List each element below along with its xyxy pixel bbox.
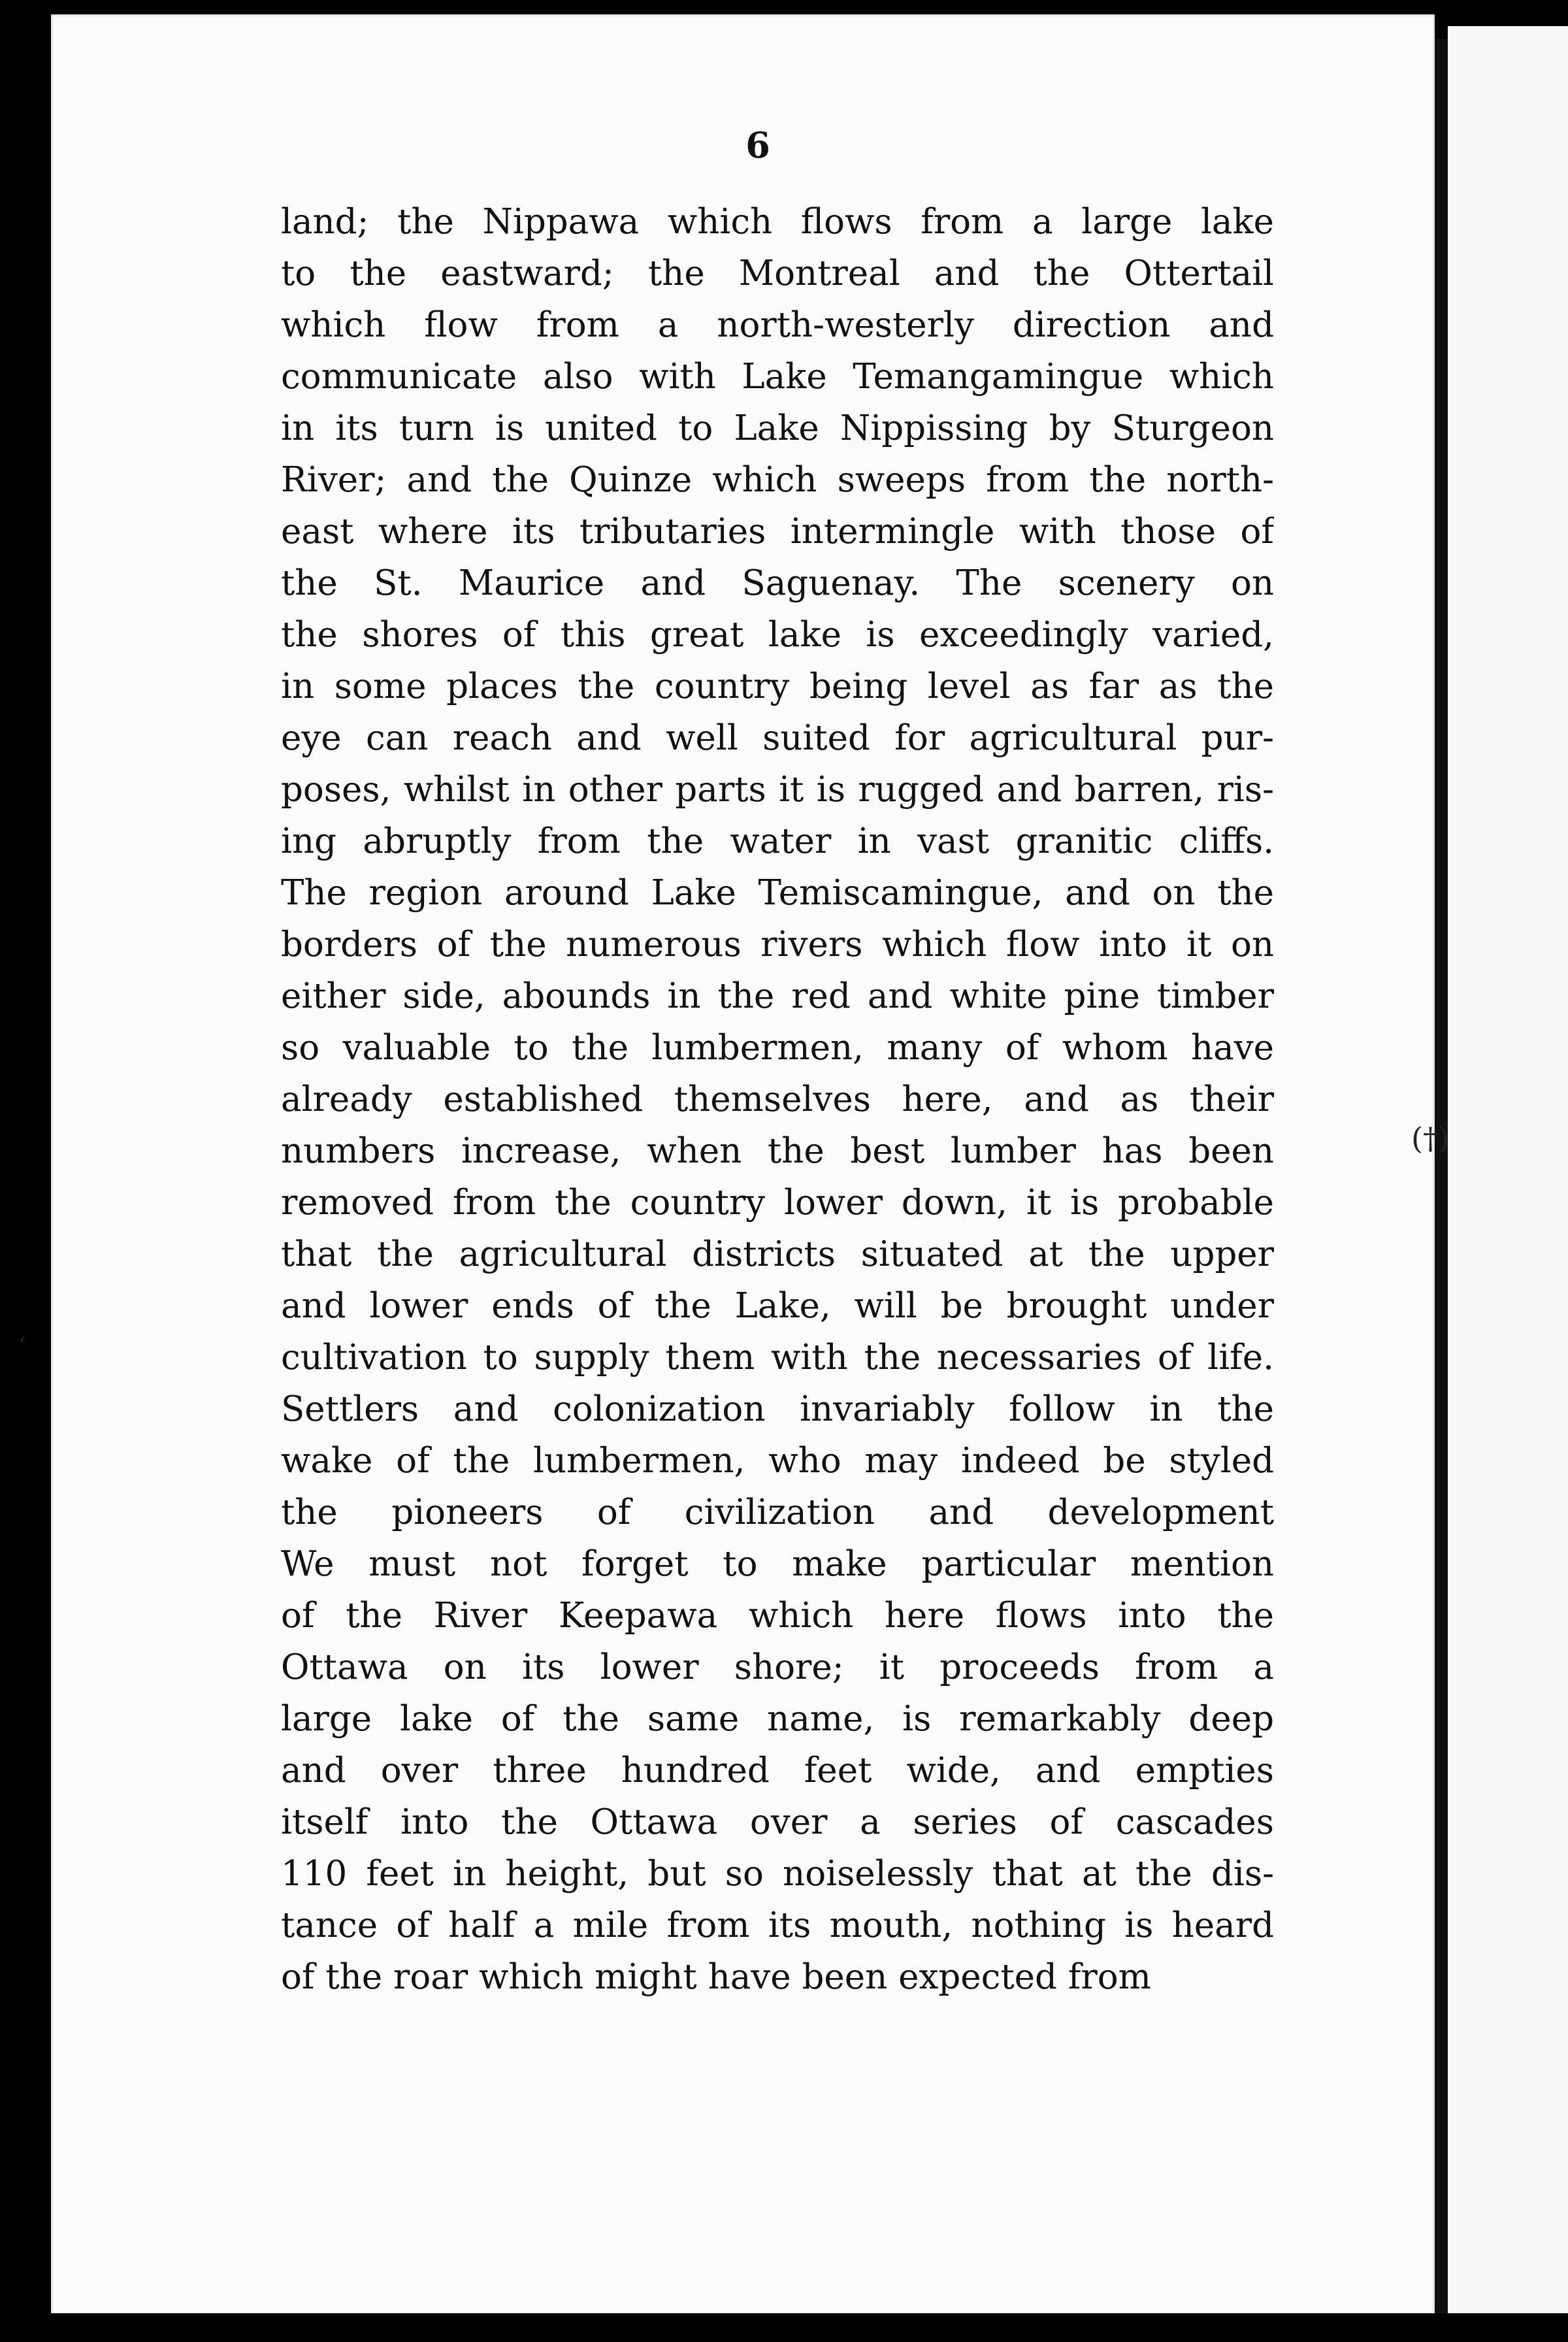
- text-line: itself into the Ottawa over a series of cascades: [281, 1802, 1274, 1842]
- text-line: of the roar which might have been expected from: [281, 1957, 1151, 1997]
- text-line: so valuable to the lumbermen, many of whom have: [281, 1028, 1274, 1068]
- text-line: poses, whilst in other parts it is rugged and barren, ris-: [281, 770, 1274, 810]
- right-margin-mark: (†): [1411, 1121, 1450, 1156]
- text-line: Settlers and colonization invariably follow in the: [281, 1389, 1274, 1429]
- body-text: [281, 196, 1274, 2003]
- text-line: 110 feet in height, but so noiselessly that at the dis-: [281, 1854, 1274, 1894]
- text-line: the shores of this great lake is exceedingly varied,: [281, 615, 1274, 655]
- text-line: and lower ends of the Lake, will be brought under: [281, 1286, 1274, 1326]
- text-line: of the River Keepawa which here flows into the: [281, 1596, 1274, 1636]
- text-line: the pioneers of civilization and development: [281, 1493, 1274, 1532]
- text-line: in its turn is united to Lake Nippissing by Sturgeon: [281, 408, 1274, 448]
- text-line: the St. Maurice and Saguenay. The scenery on: [281, 563, 1274, 603]
- text-line: that the agricultural districts situated at the upper: [281, 1234, 1274, 1274]
- text-line: numbers increase, when the best lumber has been: [281, 1131, 1274, 1171]
- text-line: eye can reach and well suited for agricultural pur-: [281, 718, 1274, 758]
- text-line: cultivation to supply them with the necessaries of life.: [281, 1338, 1274, 1377]
- text-line: which flow from a north-westerly direction and: [281, 305, 1274, 345]
- text-line: either side, abounds in the red and white pine timber: [281, 976, 1274, 1016]
- page-gutter-edge: [1435, 39, 1448, 2313]
- text-line: east where its tributaries intermingle with those of: [281, 512, 1274, 552]
- text-line: and over three hundred feet wide, and empties: [281, 1751, 1274, 1790]
- page-number: 6: [745, 124, 770, 166]
- adjacent-page-sliver: [1448, 26, 1568, 2326]
- text-line: in some places the country being level as far as the: [281, 667, 1274, 706]
- text-line: wake of the lumbermen, who may indeed be styled: [281, 1441, 1274, 1481]
- text-line: communicate also with Lake Temangamingue which: [281, 357, 1274, 397]
- text-line: tance of half a mile from its mouth, nothing is heard: [281, 1905, 1274, 1945]
- text-line: River; and the Quinze which sweeps from the north-: [281, 460, 1274, 500]
- left-margin-mark: ʻ: [18, 1333, 26, 1360]
- text-line: Ottawa on its lower shore; it proceeds from a: [281, 1647, 1274, 1687]
- text-line: borders of the numerous rivers which flow into it on: [281, 925, 1274, 965]
- text-line: land; the Nippawa which flows from a large lake: [281, 202, 1274, 242]
- text-line: large lake of the same name, is remarkably deep: [281, 1699, 1274, 1739]
- text-line: removed from the country lower down, it is probable: [281, 1183, 1274, 1223]
- text-line: already established themselves here, and as their: [281, 1080, 1274, 1119]
- text-line: ing abruptly from the water in vast granitic cliffs.: [281, 821, 1274, 861]
- text-line: to the eastward; the Montreal and the Ottertail: [281, 254, 1274, 293]
- text-line: The region around Lake Temiscamingue, and on the: [281, 873, 1274, 913]
- text-line: We must not forget to make particular mention: [281, 1544, 1274, 1584]
- scan-bottom-border: [0, 2313, 1568, 2342]
